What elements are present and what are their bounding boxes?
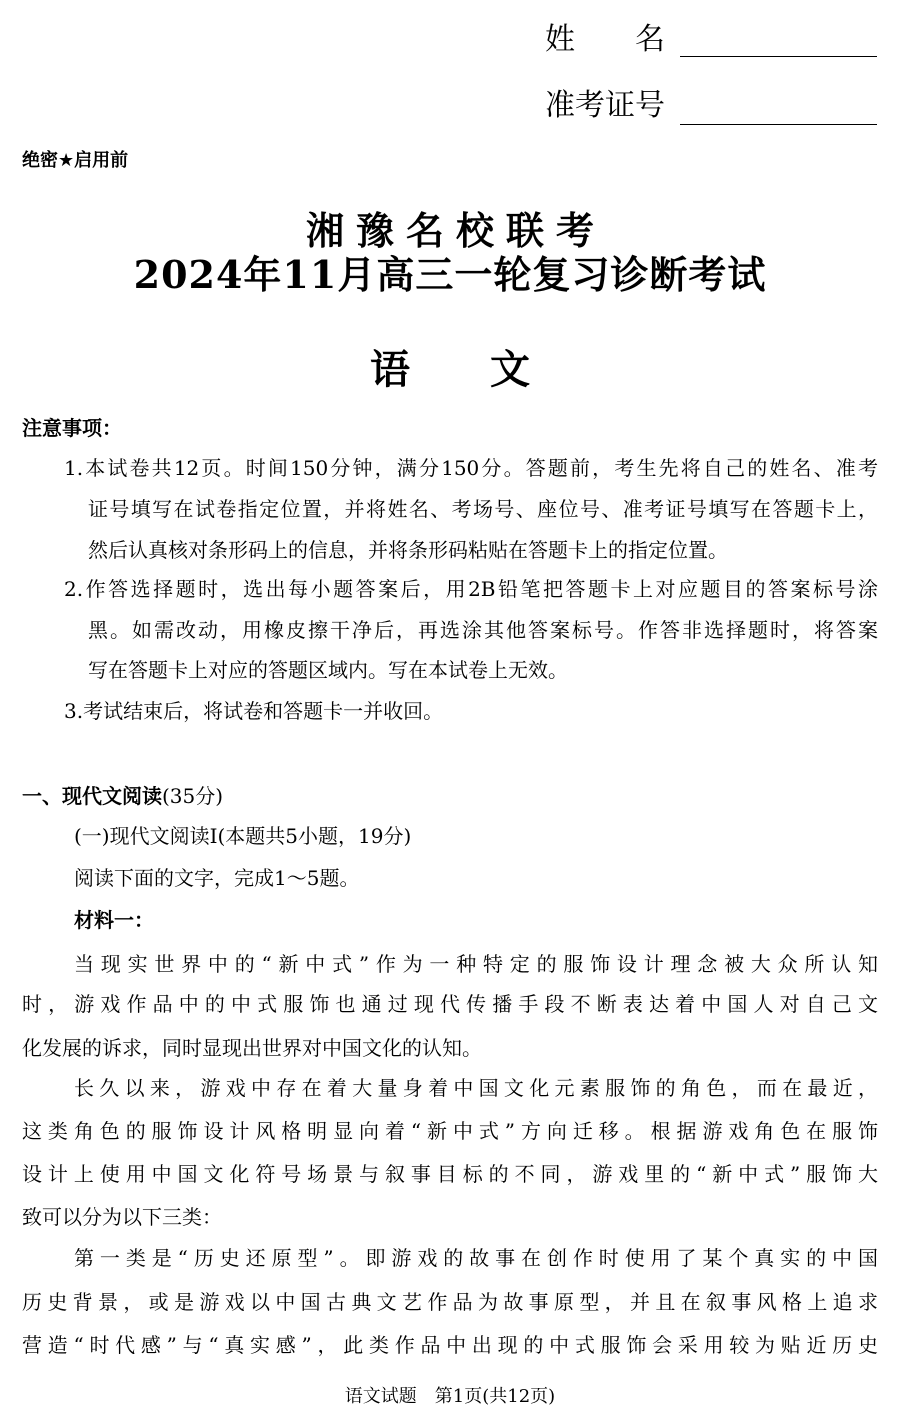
candidate-id-label: 准考证号 [545, 88, 665, 123]
subject-title: 语 文 [370, 347, 530, 393]
notice-line: 2.作答选择题时，选出每小题答案后，用2B铅笔把答题卡上对应题目的答案标号涂 [64, 577, 878, 601]
notice-line: 3.考试结束后，将试卷和答题卡一并收回。 [64, 699, 444, 723]
paragraph-line: 当现实世界中的“新中式”作为一种特定的服饰设计理念被大众所认知 [74, 952, 878, 976]
secret-label: 绝密★启用前 [22, 150, 129, 171]
notice-line: 1.本试卷共12页。时间150分钟，满分150分。答题前，考生先将自己的姓名、准考 [64, 456, 878, 480]
exam-title-line1: 湘豫名校联考 [305, 209, 606, 253]
candidate-name-field[interactable] [680, 56, 877, 57]
candidate-id-row [545, 86, 665, 126]
page-footer: 语文试题 第1页(共12页) [344, 1386, 556, 1407]
notice-line: 黑。如需改动，用橡皮擦干净后，再选涂其他答案标号。作答非选择题时，将答案 [88, 618, 878, 642]
candidate-name-row [545, 20, 665, 60]
sub-section-heading: (一)现代文阅读Ⅰ(本题共5小题，19分) [74, 824, 412, 848]
reading-instruction: 阅读下面的文字，完成1～5题。 [74, 866, 360, 890]
section-heading-text: 一、现代文阅读 [22, 784, 162, 808]
paragraph-line: 长久以来，游戏中存在着大量身着中国文化元素服饰的角色，而在最近， [74, 1076, 878, 1100]
candidate-id-field[interactable] [680, 124, 877, 125]
exam-title-line2: 2024年11月高三一轮复习诊断考试 [133, 252, 767, 297]
paragraph-line: 时，游戏作品中的中式服饰也通过现代传播手段不断表达着中国人对自己文 [22, 992, 878, 1016]
paragraph-line: 这类角色的服饰设计风格明显向着“新中式”方向迁移。根据游戏角色在服饰 [22, 1119, 878, 1143]
section-heading-score: (35分) [162, 784, 224, 808]
paragraph-line: 化发展的诉求，同时显现出世界对中国文化的认知。 [22, 1036, 482, 1060]
paragraph-line: 致可以分为以下三类： [22, 1205, 222, 1229]
section-heading [22, 782, 223, 810]
candidate-name-label: 姓 名 [545, 22, 665, 57]
notice-line: 写在答题卡上对应的答题区域内。写在本试卷上无效。 [88, 658, 568, 682]
notice-line: 然后认真核对条形码上的信息，并将条形码粘贴在答题卡上的指定位置。 [88, 538, 728, 562]
paragraph-line: 设计上使用中国文化符号场景与叙事目标的不同，游戏里的“新中式”服饰大 [22, 1162, 878, 1186]
paragraph-line: 营造“时代感”与“真实感”，此类作品中出现的中式服饰会采用较为贴近历史 [22, 1333, 878, 1357]
material-label: 材料一： [74, 908, 154, 932]
notice-heading: 注意事项： [22, 416, 122, 440]
paragraph-line: 历史背景，或是游戏以中国古典文艺作品为故事原型，并且在叙事风格上追求 [22, 1290, 878, 1314]
notice-line: 证号填写在试卷指定位置，并将姓名、考场号、座位号、准考证号填写在答题卡上， [88, 497, 878, 521]
paragraph-line: 第一类是“历史还原型”。即游戏的故事在创作时使用了某个真实的中国 [74, 1246, 878, 1270]
